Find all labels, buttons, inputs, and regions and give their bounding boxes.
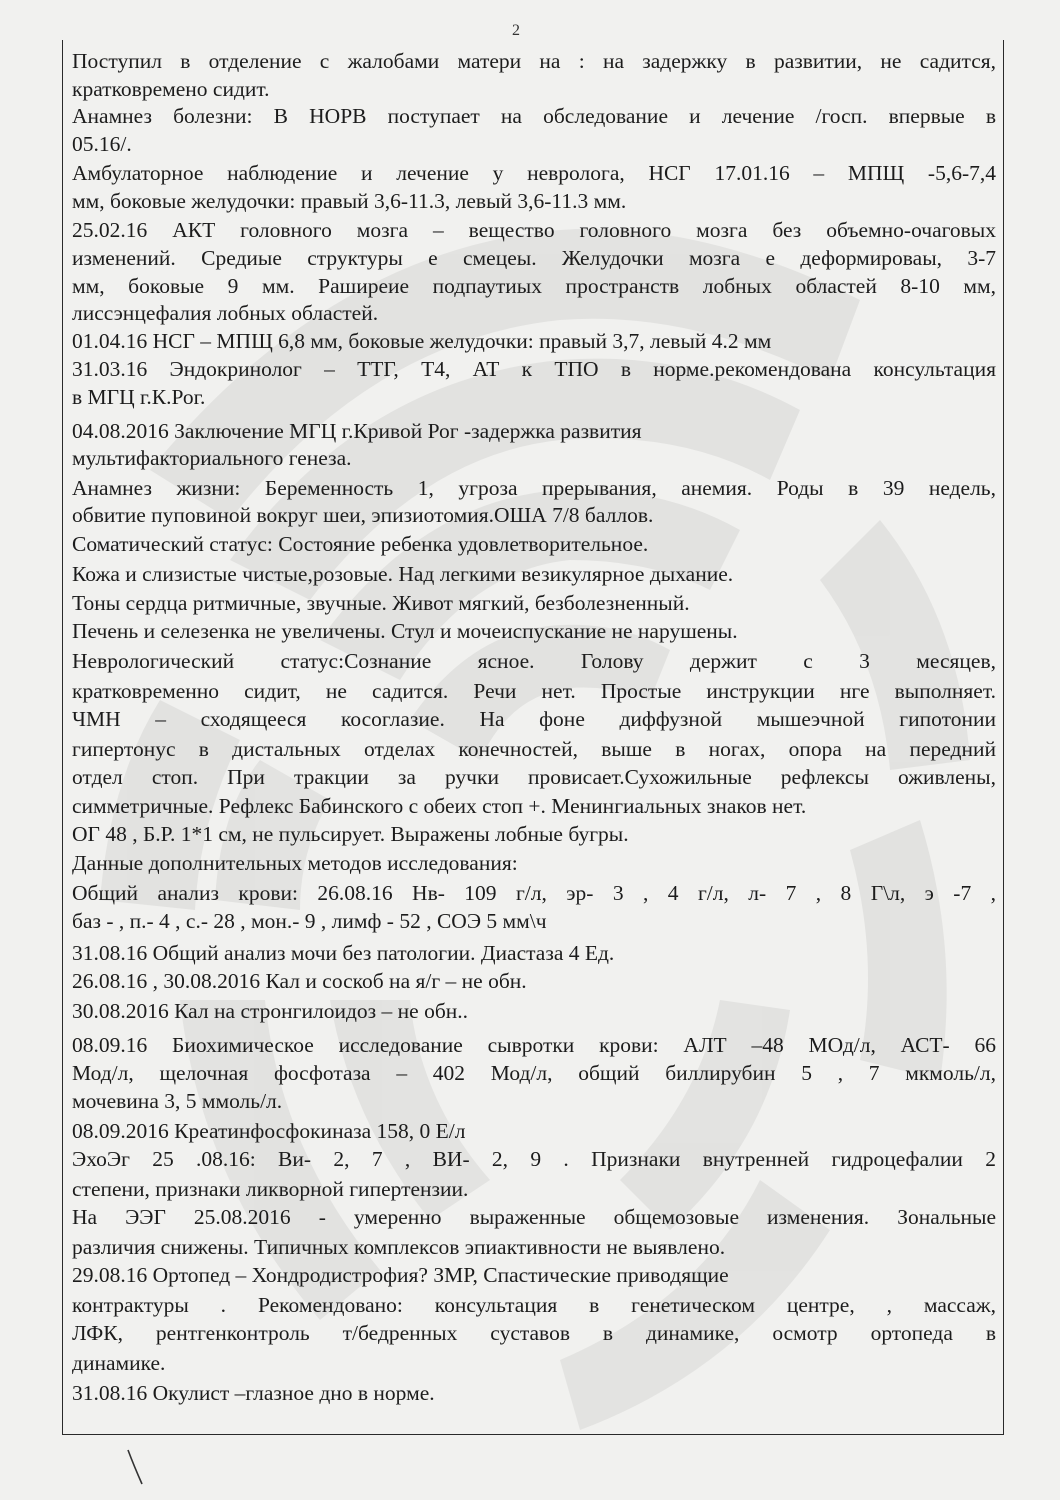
text-line: 31.08.16 Окулист –глазное дно в норме. (72, 1381, 435, 1405)
text-line: 26.08.16 , 30.08.2016 Кал и соскоб на я/г – не обн. (72, 969, 527, 993)
text-line: 30.08.2016 Кал на стронгилоидоз – не обн.. (72, 999, 469, 1023)
text-line: обвитие пуповиной вокруг шеи, эпизиотомия.ОША 7/8 баллов. (72, 503, 654, 527)
text-line: гипертонус в дистальных отделах конечностей, выше в ногах, опора на передний (72, 737, 996, 761)
text-line: На ЭЭГ 25.08.2016 - умеренно выраженные общемозовые изменения. Зональные (72, 1205, 996, 1229)
page-number: 2 (512, 22, 520, 39)
text-line: ОГ 48 , Б.Р. 1*1 см, не пульсирует. Выражены лобные бугры. (72, 822, 629, 846)
text-line: отдел стоп. При тракции за ручки провисает.Сухожильные рефлексы оживлены, (72, 765, 996, 789)
text-line: Амбулаторное наблюдение и лечение у невролога, НСГ 17.01.16 – МПЩ -5,6-7,4 (72, 161, 996, 185)
text-line: 31.03.16 Эндокринолог – ТТГ, Т4, АТ к ТПО в норме.рекомендована консультация (72, 357, 996, 381)
text-line: изменений. Средиые структуры е смецеы. Желудочки мозга е деформироваы, 3-7 (72, 246, 996, 270)
text-line: Соматический статус: Состояние ребенка удовлетворительное. (72, 532, 649, 556)
text-line: 31.08.16 Общий анализ мочи без патологии. Диастаза 4 Ед. (72, 941, 615, 965)
text-line: кратковременно сидит, не садится. Речи нет. Простые инструкции нге выполняет. (72, 679, 996, 703)
text-line: контрактуры . Рекомендовано: консультация в генетическом центре, , массаж, (72, 1293, 996, 1317)
text-line: Тоны сердца ритмичные, звучные. Живот мягкий, безболезненный. (72, 591, 690, 615)
text-line: 08.09.2016 Креатинфосфокиназа 158, 0 Е/л (72, 1119, 466, 1143)
text-line: лиссэнцефалия лобных областей. (72, 301, 379, 325)
text-line: динамике. (72, 1351, 166, 1375)
text-line: ЛФК, рентгенконтроль т/бедренных суставов в динамике, осмотр ортопеда в (72, 1321, 996, 1345)
text-line: симметричные. Рефлекс Бабинского с обеих стоп +. Менингиальных знаков нет. (72, 794, 807, 818)
text-line: Данные дополнительных методов исследования: (72, 851, 518, 875)
text-line: 29.08.16 Ортопед – Хондродистрофия? ЗМР, Спастические приводящие (72, 1263, 729, 1287)
text-line: ЧМН – сходящееся косоглазие. На фоне диффузной мышеэчной гипотонии (72, 707, 996, 731)
text-line: мультифакториального генеза. (72, 446, 352, 470)
text-line: Общий анализ крови: 26.08.16 Нв- 109 г/л, эр- 3 , 4 г/л, л- 7 , 8 Г\л, э -7 , (72, 881, 996, 905)
text-line: степени, признаки ликворной гипертензии. (72, 1177, 469, 1201)
text-line: Кожа и слизистые чистые,розовые. Над легкими везикулярное дыхание. (72, 562, 734, 586)
text-line: баз - , п.- 4 , с.- 28 , мон.- 9 , лимф - 52 , СОЭ 5 мм\ч (72, 909, 547, 933)
text-line: в МГЦ г.К.Рог. (72, 385, 206, 409)
text-line: Поступил в отделение с жалобами матери на : на задержку в развитии, не садится, (72, 49, 996, 73)
text-line: 04.08.2016 Заключение МГЦ г.Кривой Рог -задержка развития (72, 419, 642, 443)
text-line: Мод/л, щелочная фосфотаза – 402 Мод/л, общий биллирубин 5 , 7 мкмоль/л, (72, 1061, 996, 1085)
text-line: 08.09.16 Биохимическое исследование сывротки крови: АЛТ –48 МОд/л, АСТ- 66 (72, 1033, 996, 1057)
text-line: Печень и селезенка не увеличены. Стул и мочеиспускание не нарушены. (72, 619, 738, 643)
text-line: Анамнез болезни: В НОРВ поступает на обследование и лечение /госп. впервые в (72, 104, 996, 128)
pen-mark (120, 1448, 160, 1488)
text-line: мм, боковые желудочки: правый 3,6-11.3, левый 3,6-11.3 мм. (72, 189, 627, 213)
text-line: кратковремено сидит. (72, 77, 270, 101)
text-line: различия снижены. Типичных комплексов эпиактивности не выявлено. (72, 1235, 726, 1259)
text-line: ЭхоЭг 25 .08.16: Ви- 2, 7 , ВИ- 2, 9 . Признаки внутренней гидроцефалии 2 (72, 1147, 996, 1171)
text-line: Неврологический статус:Сознание ясное. Голову держит с 3 месяцев, (72, 649, 996, 673)
text-line: 01.04.16 НСГ – МПЩ 6,8 мм, боковые желудочки: правый 3,7, левый 4.2 мм (72, 329, 772, 353)
text-line: Анамнез жизни: Беременность 1, угроза прерывания, анемия. Роды в 39 недель, (72, 476, 996, 500)
text-line: мм, боковые 9 мм. Раширеие подпаутиых пространств лобных областей 8-10 мм, (72, 274, 996, 298)
text-line: мочевина 3, 5 ммоль/л. (72, 1089, 283, 1113)
text-line: 05.16/. (72, 132, 132, 156)
text-line: 25.02.16 АКТ головного мозга – вещество головного мозга без объемно-очаговых (72, 218, 996, 242)
